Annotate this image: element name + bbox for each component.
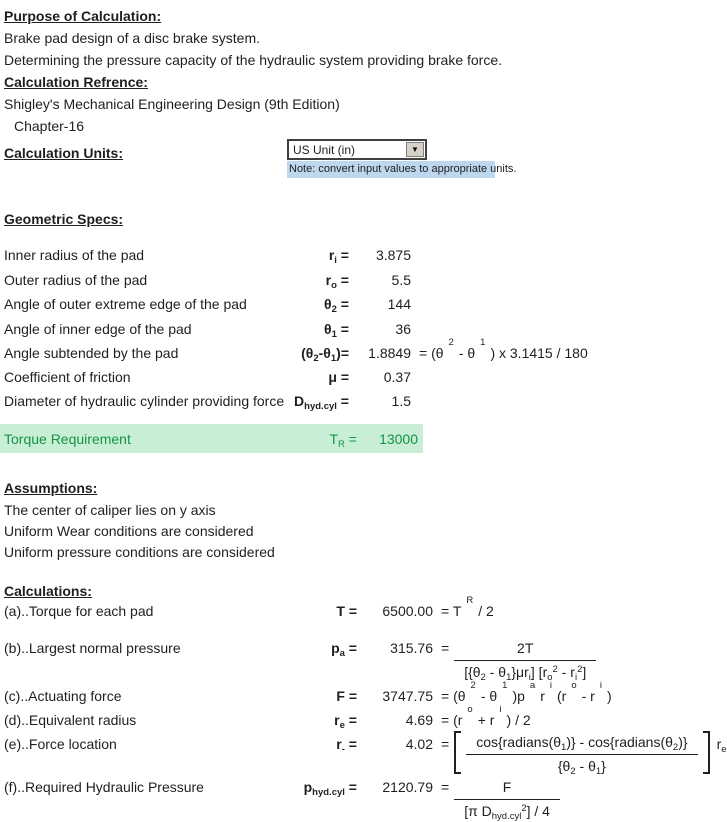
purpose-line: Determining the pressure capacity of the hydraulic system providing brake force. (4, 52, 503, 68)
fraction-denominator: $[\{\theta_2 - \theta_1\}\mu r_i]$ $[r_o^2 - r_i^2]$ (454, 660, 596, 682)
row-symbol: $p_{hyd.cyl}$ = (303, 779, 357, 798)
row-label: (e)..Force location (4, 736, 117, 752)
row-label: Inner radius of the pad (4, 247, 145, 263)
row-value-computed: 6500.00 (382, 603, 433, 619)
torque-requirement-row (0, 424, 423, 453)
geometric-row (4, 367, 700, 387)
row-value-computed: 1.8849 (368, 345, 411, 361)
reference-line: Chapter-16 (14, 118, 85, 134)
calc-row-e (4, 729, 727, 777)
calc-row-b (4, 638, 700, 682)
row-symbol: F = (336, 688, 357, 704)
equals-sign: = (441, 640, 450, 656)
equals-sign: = (441, 736, 450, 752)
row-symbol: μ = (328, 369, 349, 385)
fraction (454, 777, 560, 821)
reference-line: Shigley's Mechanical Engineering Design (9th Edition) (4, 96, 340, 112)
row-label: (d)..Equivalent radius (4, 712, 137, 728)
row-formula (433, 638, 700, 682)
geometric-row (4, 270, 700, 290)
row-formula: = (r o + r i ) / 2 (441, 704, 531, 728)
row-formula: = (θ 2 - θ 1 ) x 3.1415 / 180 (419, 337, 588, 361)
geometric-row (4, 337, 700, 364)
row-label: Angle of outer extreme edge of the pad (4, 296, 247, 312)
calc-row-f (4, 777, 700, 821)
left-bracket (454, 731, 461, 774)
row-symbol: $r_i$ = (328, 247, 349, 266)
fraction-denominator: $\{\theta_2 - \theta_1\}$ (466, 754, 697, 776)
row-formula: = (θ 2 - θ 1 )p a r i (r o - r i ) (441, 680, 612, 704)
row-label: (f)..Required Hydraulic Pressure (4, 779, 204, 795)
units-note: Note: convert input values to appropriate units. (287, 161, 495, 178)
row-symbol: T = (336, 603, 357, 619)
units-dropdown-value: US Unit (in) (293, 142, 356, 157)
row-value-computed: 4.02 (405, 736, 433, 752)
row-symbol: $\theta_1$ = (324, 321, 349, 340)
right-bracket (703, 731, 710, 774)
row-label: (b)..Largest normal pressure (4, 640, 181, 656)
calc-row-a (4, 595, 700, 621)
row-symbol: $D_{hyd.cyl}$ = (294, 393, 349, 412)
geometric-row (4, 319, 700, 339)
assumptions-heading: Assumptions: (4, 480, 98, 496)
assumption-line: Uniform pressure conditions are considered (4, 544, 275, 560)
geometric-heading: Geometric Specs: (4, 211, 124, 227)
fraction (466, 729, 697, 776)
geometric-row (4, 245, 700, 265)
row-label: (a)..Torque for each pad (4, 603, 154, 619)
row-value-input[interactable]: 3.875 (375, 247, 411, 263)
reference-heading: Calculation Refrence: (4, 74, 148, 90)
row-symbol: $r_-$ = (336, 736, 357, 755)
row-value-input[interactable]: 5.5 (391, 272, 411, 288)
formula-suffix: $r_e$ (716, 736, 727, 755)
geometric-row (4, 391, 700, 411)
row-value-input[interactable]: 1.5 (391, 393, 411, 409)
row-symbol: $(\theta_2-\theta_1)=$ (301, 345, 349, 364)
row-symbol: $p_a$ = (331, 640, 357, 659)
row-label: Angle subtended by the pad (4, 345, 179, 361)
row-label: (c)..Actuating force (4, 688, 122, 704)
row-formula: = T R / 2 (441, 595, 494, 619)
fraction-numerator: 2T (517, 640, 534, 656)
assumption-line: The center of caliper lies on y axis (4, 502, 216, 518)
row-value-computed: 4.69 (405, 712, 433, 728)
row-symbol: $\theta_2$ = (324, 296, 349, 315)
calc-row-c (4, 680, 700, 706)
row-label: Outer radius of the pad (4, 272, 148, 288)
row-value-input[interactable]: 36 (395, 321, 411, 337)
fraction (454, 638, 596, 682)
row-symbol: $r_e$ = (334, 712, 357, 731)
row-symbol: $r_o$ = (325, 272, 349, 291)
row-formula (433, 729, 727, 776)
purpose-heading: Purpose of Calculation: (4, 8, 162, 24)
row-value-computed: 2120.79 (382, 779, 433, 795)
row-label: Diameter of hydraulic cylinder providing force (4, 393, 285, 409)
row-value-input[interactable]: 0.37 (383, 369, 411, 385)
units-dropdown[interactable] (287, 139, 427, 160)
assumption-line: Uniform Wear conditions are considered (4, 523, 254, 539)
equals-sign: = (441, 779, 450, 795)
row-value-computed: 315.76 (390, 640, 433, 656)
units-dropdown-button[interactable] (406, 142, 424, 157)
row-symbol: $T_R$ = (329, 430, 357, 450)
row-label: Angle of inner edge of the pad (4, 321, 192, 337)
chevron-down-icon: ▼ (411, 144, 419, 154)
row-formula (433, 777, 700, 821)
geometric-row (4, 294, 700, 314)
fraction-numerator: F (502, 779, 512, 795)
row-label: Coefficient of friction (4, 369, 131, 385)
units-heading: Calculation Units: (4, 145, 124, 161)
fraction-numerator: $\cos\{radians(\theta_1)\}$ - $\cos\{radians(\theta_2)\}$ (476, 734, 688, 753)
row-value-computed: 3747.75 (382, 688, 433, 704)
row-value-input[interactable]: 13000 (379, 430, 418, 447)
purpose-line: Brake pad design of a disc brake system. (4, 30, 261, 46)
calculations-heading: Calculations: (4, 583, 92, 599)
fraction-denominator: [π $D_{hyd.cyl}^2] / 4$ (454, 799, 560, 821)
row-value-input[interactable]: 144 (387, 296, 411, 312)
calc-row-d (4, 704, 700, 731)
row-label: Torque Requirement (4, 430, 131, 447)
